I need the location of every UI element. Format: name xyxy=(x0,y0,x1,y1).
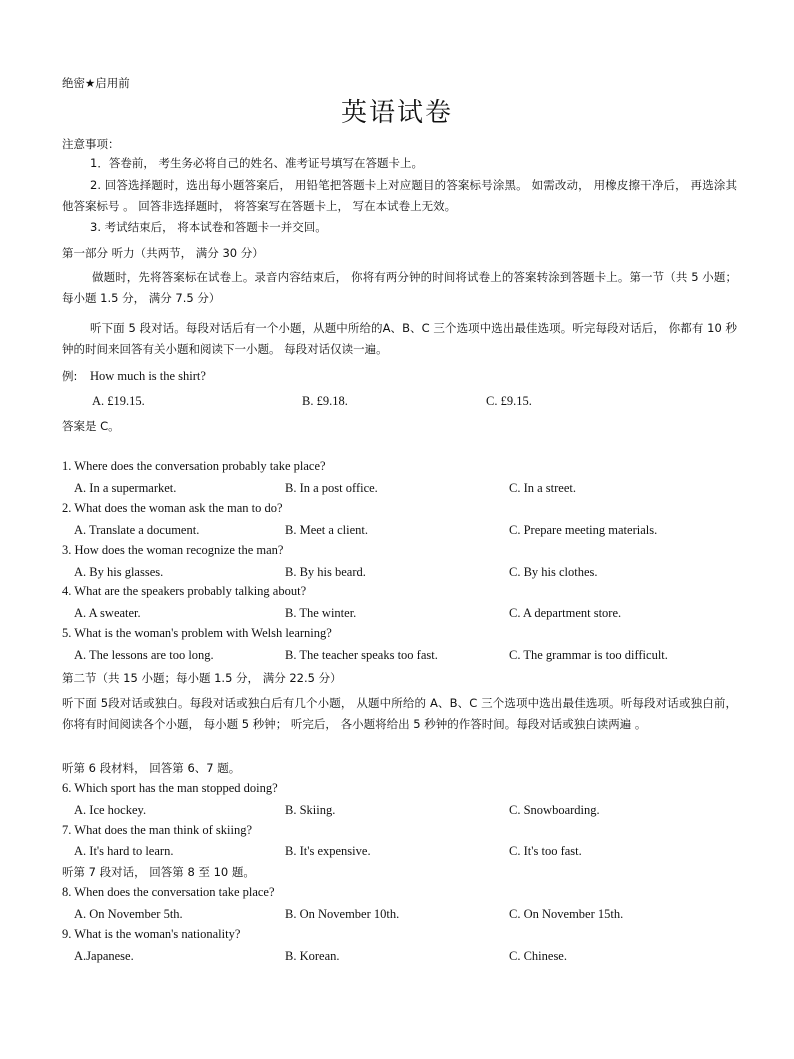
question-7-option-b: B. It's expensive. xyxy=(285,844,371,858)
question-3: 3. How does the woman recognize the man? xyxy=(62,543,284,557)
example-answer: 答案是 C。 xyxy=(62,419,120,433)
notice-heading: 注意事项： xyxy=(62,137,120,151)
material-7-heading: 听第 7 段对话， 回答第 8 至 10 题。 xyxy=(62,865,255,879)
question-9-option-b: B. Korean. xyxy=(285,949,340,963)
question-6-option-c: C. Snowboarding. xyxy=(509,803,600,817)
confidential-mark: 绝密★启用前 xyxy=(62,76,130,90)
question-3-option-b: B. By his beard. xyxy=(285,565,366,579)
question-7-option-c: C. It's too fast. xyxy=(509,844,582,858)
question-6: 6. Which sport has the man stopped doing? xyxy=(62,781,278,795)
question-8: 8. When does the conversation take place? xyxy=(62,885,275,899)
question-5: 5. What is the woman's problem with Welsh learning? xyxy=(62,626,332,640)
question-9-option-c: C. Chinese. xyxy=(509,949,567,963)
question-2: 2. What does the woman ask the man to do? xyxy=(62,501,283,515)
question-3-option-c: C. By his clothes. xyxy=(509,565,598,579)
material-6-heading: 听第 6 段材料， 回答第 6、7 题。 xyxy=(62,761,241,775)
question-2-option-c: C. Prepare meeting materials. xyxy=(509,523,658,537)
question-8-option-a: A. On November 5th. xyxy=(74,907,183,921)
question-5-option-c: C. The grammar is too difficult. xyxy=(509,648,668,662)
example-label: 例: xyxy=(62,369,78,383)
notice-item-2: 2. 回答选择题时，选出每小题答案后， 用铅笔把答题卡上对应题目的答案标号涂黑。 如需改动， 用橡皮擦干净后， 再选涂其他答案标号 。 回答非选择题时， 将答案写在答题卡上， 写在本试卷上无效。 xyxy=(62,178,737,213)
question-5-option-b: B. The teacher speaks too fast. xyxy=(285,648,438,662)
question-4-option-a: A. A sweater. xyxy=(74,606,141,620)
question-7-option-a: A. It's hard to learn. xyxy=(74,844,174,858)
question-4-option-b: B. The winter. xyxy=(285,606,357,620)
question-6-option-a: A. Ice hockey. xyxy=(74,803,147,817)
question-9-option-a: A.Japanese. xyxy=(74,949,134,963)
section2-instructions: 听下面 5段对话或独白。每段对话或独白后有几个小题， 从题中所给的 A、B、C 三个选项中选出最佳选项。听每段对话或独白前， 你将有时间阅读各个小题， 每小题 5 秒钟； 听完后， 各小题将给出 5 秒钟的作答时间。每段对话或独白读两遍 。 xyxy=(62,696,737,731)
example-option-b: B. £9.18. xyxy=(302,394,348,408)
part1-instructions: 听下面 5 段对话。每段对话后有一个小题，从题中所给的A、B、C 三个选项中选出最佳选项。听完每段对话后， 你都有 10 秒钟的时间来回答有关小题和阅读下一小题。 每段对话仅读一遍。 xyxy=(62,321,737,356)
question-7: 7. What does the man think of skiing? xyxy=(62,823,253,837)
notice-item-1: 1．答卷前， 考生务必将自己的姓名、准考证号填写在答题卡上。 xyxy=(90,156,423,170)
question-4-option-c: C. A department store. xyxy=(509,606,622,620)
question-1-option-a: A. In a supermarket. xyxy=(74,481,177,495)
question-1-option-b: B. In a post office. xyxy=(285,481,378,495)
part1-heading: 第一部分 听力（共两节， 满分 30 分） xyxy=(62,246,264,260)
section2-heading: 第二节（共 15 小题；每小题 1.5 分， 满分 22.5 分） xyxy=(62,671,342,685)
question-6-option-b: B. Skiing. xyxy=(285,803,336,817)
question-9: 9. What is the woman's nationality? xyxy=(62,927,241,941)
question-1: 1. Where does the conversation probably take place? xyxy=(62,459,326,473)
example-option-c: C. £9.15. xyxy=(486,394,532,408)
question-2-option-a: A. Translate a document. xyxy=(74,523,200,537)
question-3-option-a: A. By his glasses. xyxy=(74,565,164,579)
notice-item-3: 3. 考试结束后， 将本试卷和答题卡一并交回。 xyxy=(90,220,327,234)
example-option-a: A. £19.15. xyxy=(92,394,145,408)
question-8-option-b: B. On November 10th. xyxy=(285,907,400,921)
part1-intro: 做题时，先将答案标在试卷上。录音内容结束后， 你将有两分钟的时间将试卷上的答案转涂到答题卡上。第一节（共 5 小题；每小题 1.5 分， 满分 7.5 分） xyxy=(62,270,737,305)
question-4: 4. What are the speakers probably talking about? xyxy=(62,584,307,598)
example-question: How much is the shirt? xyxy=(90,369,206,383)
question-8-option-c: C. On November 15th. xyxy=(509,907,624,921)
question-5-option-a: A. The lessons are too long. xyxy=(74,648,214,662)
question-2-option-b: B. Meet a client. xyxy=(285,523,368,537)
question-1-option-c: C. In a street. xyxy=(509,481,576,495)
page-title: 英语试卷 xyxy=(340,98,453,128)
